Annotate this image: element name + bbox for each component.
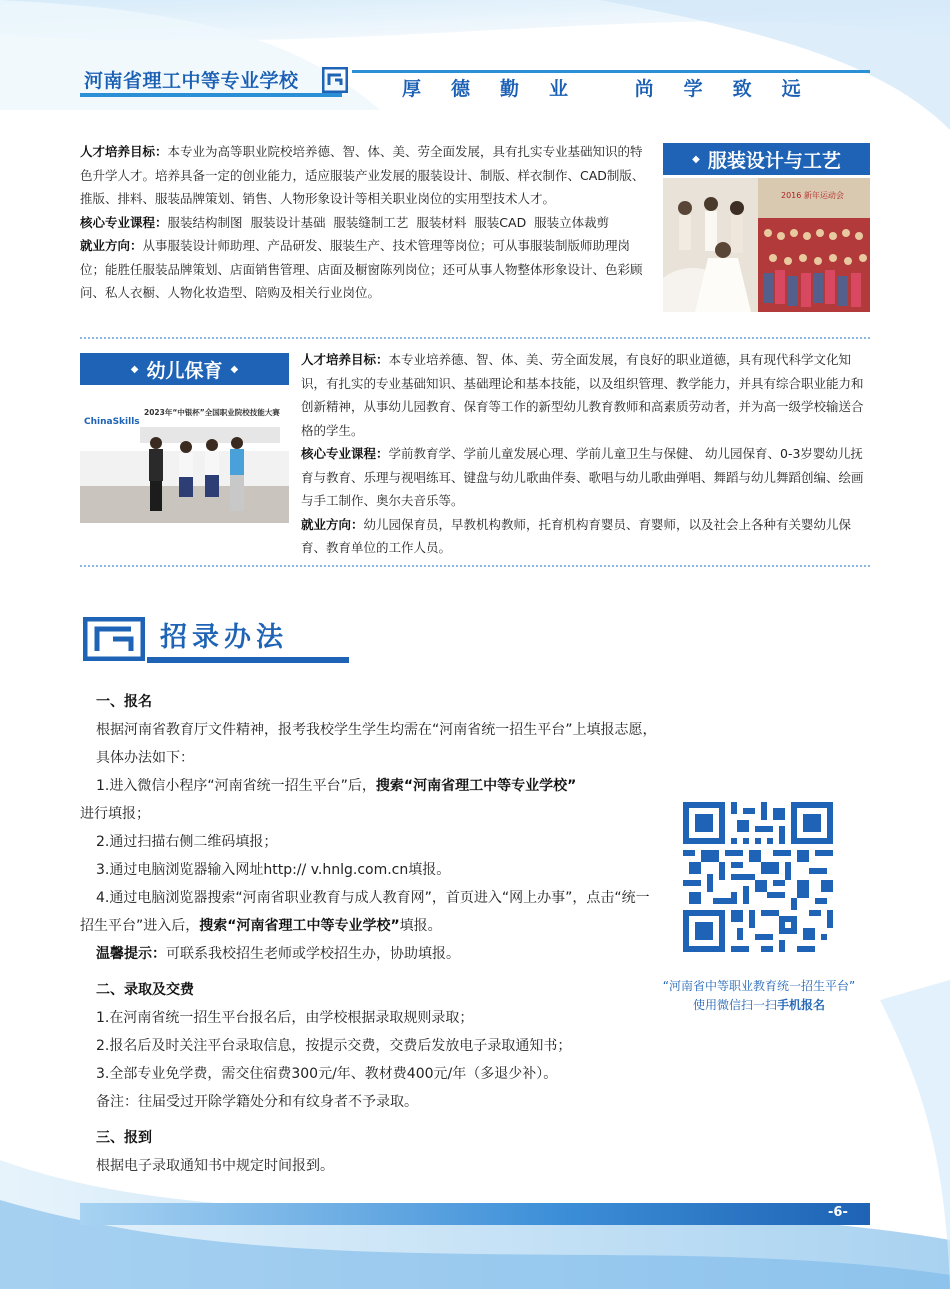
- signup-intro: 根据河南省教育厅文件精神，报考我校学生学生均需在“河南省统一招生平台”上填报志愿，具体办法如下：: [96, 722, 657, 766]
- section-logo-icon: [83, 617, 145, 661]
- fashion-core-label: 核心专业课程：: [80, 214, 168, 230]
- fashion-job-label: 就业方向：: [80, 238, 143, 253]
- admit-note: 备注：往届受过开除学籍处分和有纹身者不予录取。: [96, 1094, 418, 1110]
- school-motto: 厚德勤业 尚学致远: [402, 78, 831, 100]
- qr-code[interactable]: [683, 802, 833, 952]
- section-divider: [80, 337, 870, 339]
- admit-heading: 二、录取及交费: [96, 982, 194, 998]
- admit-item-3: 3.全部专业免学费，需交住宿费300元/年、教材费400元/年（多退少补）。: [96, 1066, 558, 1082]
- childcare-photo-banner: 2023年“中银杯”全国职业院校技能大赛: [144, 408, 280, 417]
- fashion-title-tag: [663, 143, 870, 175]
- fashion-title: 服装设计与工艺: [707, 149, 841, 172]
- diamond-icon: ◆: [692, 153, 700, 165]
- fashion-job-text: 从事服装设计师助理、产品研发、服装生产、技术管理等岗位；可从事服装制版师助理岗位；能胜任服装品牌策划、店面销售管理、店面及橱窗陈列岗位；还可从事人物整体形象设计、色彩顾问、私人衣橱、人物化妆造型、陪购及相关行业岗位。: [80, 238, 643, 300]
- childcare-description: [301, 348, 871, 560]
- admission-title: 招录办法: [160, 622, 288, 653]
- footer-bar: [80, 1203, 870, 1225]
- childcare-photo-logo: ChinaSkills: [84, 417, 140, 427]
- childcare-goal-label: 人才培养目标：: [301, 352, 389, 367]
- signup-step-3: 3.通过电脑浏览器输入网址http:// v.hnlg.com.cn填报。: [96, 862, 451, 878]
- childcare-core-label: 核心专业课程：: [301, 446, 389, 461]
- header-underline: [80, 93, 342, 97]
- header-topline: [352, 70, 870, 73]
- childcare-title-tag: [80, 353, 289, 385]
- school-name: 河南省理工中等专业学校: [84, 70, 299, 92]
- report-text: 根据电子录取通知书中规定时间报到。: [96, 1158, 334, 1174]
- signup-tip: 温馨提示：可联系我校招生老师或学校招生办，协助填报。: [96, 946, 460, 962]
- signup-step-1: 1.进入微信小程序“河南省统一招生平台”后，搜索“河南省理工中等专业学校” 进行填报；: [80, 778, 577, 822]
- childcare-job-text: 幼儿园保育员，早教机构教师，托育机构育婴员、育婴师，以及社会上各种有关婴幼儿保育、教育单位的工作人员。: [301, 516, 852, 555]
- signup-step-2: 2.通过扫描右侧二维码填报；: [96, 834, 278, 850]
- fashion-goal-text: 本专业为高等职业院校培养德、智、体、美、劳全面发展，具有扎实专业基础知识的特色升学人才。培养具备一定的创业能力，适应服装产业发展的服装设计、制版、样衣制作、CAD制版、推版、排料、服装品牌策划、销售、人物形象设计等相关职业岗位的实用型技术人才。: [80, 144, 645, 206]
- fashion-core-text: 服装结构制图 服装设计基础 服装缝制工艺 服装材料 服装CAD 服装立体裁剪: [167, 214, 610, 230]
- signup-step-4: 4.通过电脑浏览器搜索“河南省职业教育与成人教育网”，首页进入“网上办事”，点击“统一招生平台”进入后，搜索“河南省理工中等专业学校”填报。: [80, 890, 650, 934]
- childcare-goal-text: 本专业培养德、智、体、美、劳全面发展，有良好的职业道德，具有现代科学文化知识，有扎实的专业基础知识、基础理论和基本技能，以及组织管理、教学能力，并具有综合职业能力和创新精神，从事幼儿园教育、保育等工作的新型幼儿教育教师和高素质劳动者，并为高一级学校输送合格的学生。: [301, 352, 864, 438]
- fashion-description: [80, 140, 653, 305]
- qr-caption-platform: “河南省中等职业教育统一招生平台”: [662, 979, 856, 993]
- section-divider: [80, 565, 870, 567]
- admission-body: [80, 688, 660, 1180]
- admit-item-2: 2.报名后及时关注平台录取信息，按提示交费，交费后发放电子录取通知书；: [96, 1038, 572, 1054]
- qr-caption-instruction: 使用微信扫一扫手机报名: [692, 998, 826, 1012]
- report-heading: 三、报到: [96, 1130, 152, 1146]
- childcare-core-text: 学前教育学、学前儿童发展心理、学前儿童卫生与保健、 幼儿园保育、0-3岁婴幼儿抚育与教育、乐理与视唱练耳、键盘与幼儿歌曲伴奏、歌唱与幼儿歌曲弹唱、舞蹈与幼儿舞蹈创编、绘画与手工制作、奥尔夫音乐等。: [301, 446, 864, 508]
- fashion-photo: [663, 178, 870, 312]
- childcare-photo: [80, 391, 289, 523]
- fashion-goal-label: 人才培养目标：: [80, 144, 168, 159]
- signup-heading: 一、报名: [96, 694, 152, 710]
- fashion-photo-banner: 2016 新年运动会: [781, 191, 844, 200]
- school-logo-icon: [322, 67, 348, 93]
- admit-item-1: 1.在河南省统一招生平台报名后，由学校根据录取规则录取；: [96, 1010, 474, 1026]
- page-number: -6-: [828, 1205, 848, 1220]
- admission-title-underline: [147, 657, 349, 663]
- childcare-job-label: 就业方向：: [301, 516, 364, 532]
- childcare-title: 幼儿保育: [146, 359, 223, 382]
- diamond-icon: ◆: [230, 363, 239, 375]
- diamond-icon: ◆: [130, 363, 139, 375]
